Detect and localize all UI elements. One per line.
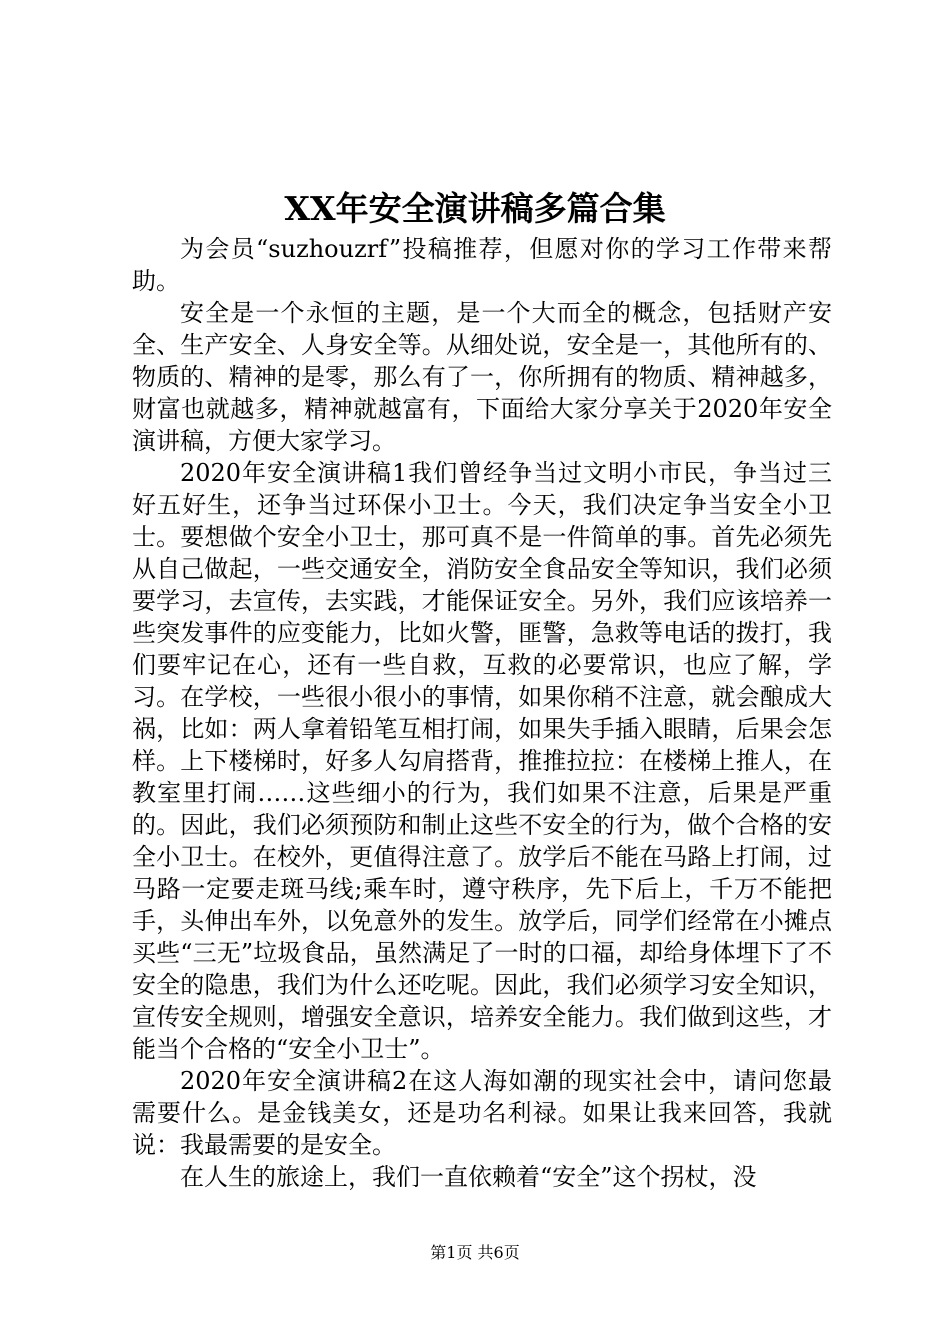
paragraph-overview: 安全是一个永恒的主题，是一个大而全的概念，包括财产安全、生产安全、人身安全等。从细处说，安全是一，其他所有的、物质的、精神的是零，那么有了一，你所拥有的物质、精神越多，财富也就越多，精神就越富有，下面给大家分享关于2020年安全演讲稿，方便大家学习。 <box>132 299 832 455</box>
paragraph-intro: 为会员“suzhouzrf”投稿推荐，但愿对你的学习工作带来帮助。 <box>132 235 832 295</box>
paragraph-speech-1: 2020年安全演讲稿1我们曾经争当过文明小市民，争当过三好五好生，还争当过环保小卫士。今天，我们决定争当安全小卫士。要想做个安全小卫士，那可真不是一件简单的事。首先必须先从自己做起，一些交通安全，消防安全食品安全等知识，我们必须要学习，去宣传，去实践，才能保证安全。另外，我们应该培养一些突发事件的应变能力，比如火警，匪警，急救等电话的拨打，我们要牢记在心，还有一些自救，互救的必要常识，也应了解，学习。在学校，一些很小很小的事情，如果你稍不注意，就会酿成大祸，比如：两人拿着铅笔互相打闹，如果失手插入眼睛，后果会怎样。上下楼梯时，好多人勾肩搭背，推推拉拉：在楼梯上推人，在教室里打闹……这些细小的行为，我们如果不注意，后果是严重的。因此，我们必须预防和制止这些不安全的行为，做个合格的安全小卫士。在校外，更值得注意了。放学后不能在马路上打闹，过马路一定要走斑马线;乘车时，遵守秩序，先下后上，千万不能把手，头伸出车外，以免意外的发生。放学后，同学们经常在小摊点买些“三无”垃圾食品，虽然满足了一时的口福，却给身体埋下了不安全的隐患，我们为什么还吃呢。因此，我们必须学习安全知识，宣传安全规则，增强安全意识，培养安全能力。我们做到这些，才能当个合格的“安全小卫士”。 <box>132 459 832 1063</box>
paragraph-continuation: 在人生的旅途上，我们一直依赖着“安全”这个拐杖，没 <box>180 1163 757 1191</box>
paragraph-speech-2: 2020年安全演讲稿2在这人海如潮的现实社会中，请问您最需要什么。是金钱美女，还是功名利禄。如果让我来回答，我就说：我最需要的是安全。 <box>132 1067 832 1159</box>
page-number-footer: 第1页 共6页 <box>430 1243 520 1262</box>
document-body <box>132 233 832 1193</box>
document-title: XX年安全演讲稿多篇合集 <box>284 189 666 228</box>
